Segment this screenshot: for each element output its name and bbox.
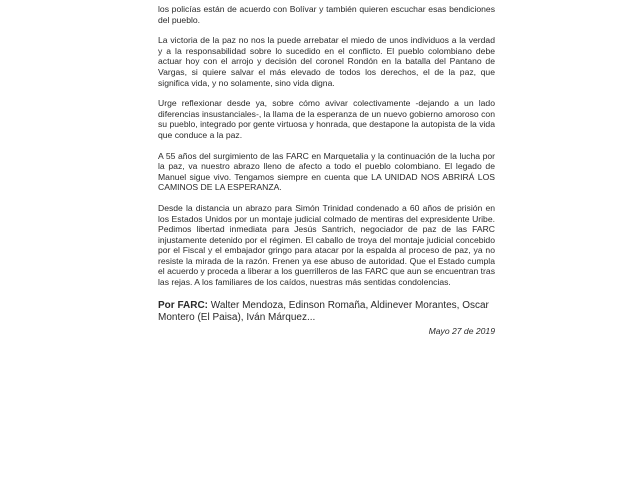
paragraph: Urge reflexionar desde ya, sobre cómo avivar colectivamente -dejando a un lado diferencias insustanciales-, la llama de la esperanza de un nuevo gobierno amoroso con su pueblo, integrado por gente virtuosa y honrada, que destapone la autopista de la vida que conduce a la paz. <box>158 98 495 140</box>
signature-prefix: Por FARC: <box>158 299 208 311</box>
signature <box>158 300 495 325</box>
document-body <box>158 4 495 336</box>
signature-names: Walter Mendoza, Edinson Romaña, Aldinever Morantes, Oscar Montero (El Paisa), Iván Márquez... <box>158 299 489 324</box>
paragraph: los policías están de acuerdo con Bolívar y también quieren escuchar esas bendiciones del pueblo. <box>158 4 495 25</box>
paragraph: A 55 años del surgimiento de las FARC en Marquetalia y la continuación de la lucha por la paz, va nuestro abrazo lleno de afecto a todo el pueblo colombiano. El legado de Manuel sigue vivo. Tengamos siempre en cuenta que LA UNIDAD NOS ABRIRÁ LOS CAMINOS DE LA ESPERANZA. <box>158 150 495 193</box>
paragraph: La victoria de la paz no nos la puede arrebatar el miedo de unos individuos a la verdad y a la responsabilidad sobre lo sucedido en el conflicto. El pueblo colombiano debe actuar hoy con el arrojo y decisión del coronel Rondón en la batalla del Pantano de Vargas, si quiere salvar el más elevado de todos los derechos, el de la paz, que significa vida, y no solamente, sino vida digna. <box>158 35 495 88</box>
document-date: Mayo 27 de 2019 <box>428 325 495 336</box>
paragraph: Desde la distancia un abrazo para Simón Trinidad condenado a 60 años de prisión en los Estados Unidos por un montaje judicial colmado de mentiras del expresidente Uribe. Pedimos libertad inmediata para Jesús Santrich, negociador de paz de las FARC injustamente detenido por el régimen. El caballo de troya del montaje judicial concebido por el Fiscal y el embajador gringo para atacar por la espalda al proceso de paz, ya no resiste la mirada de la razón. Frenen ya ese abuso de autoridad. Que el Estado cumpla el acuerdo y proceda a liberar a los guerrilleros de las FARC que aun se encuentran tras las rejas. A los familiares de los caídos, nuestras más sentidas condolencias. <box>158 202 495 288</box>
